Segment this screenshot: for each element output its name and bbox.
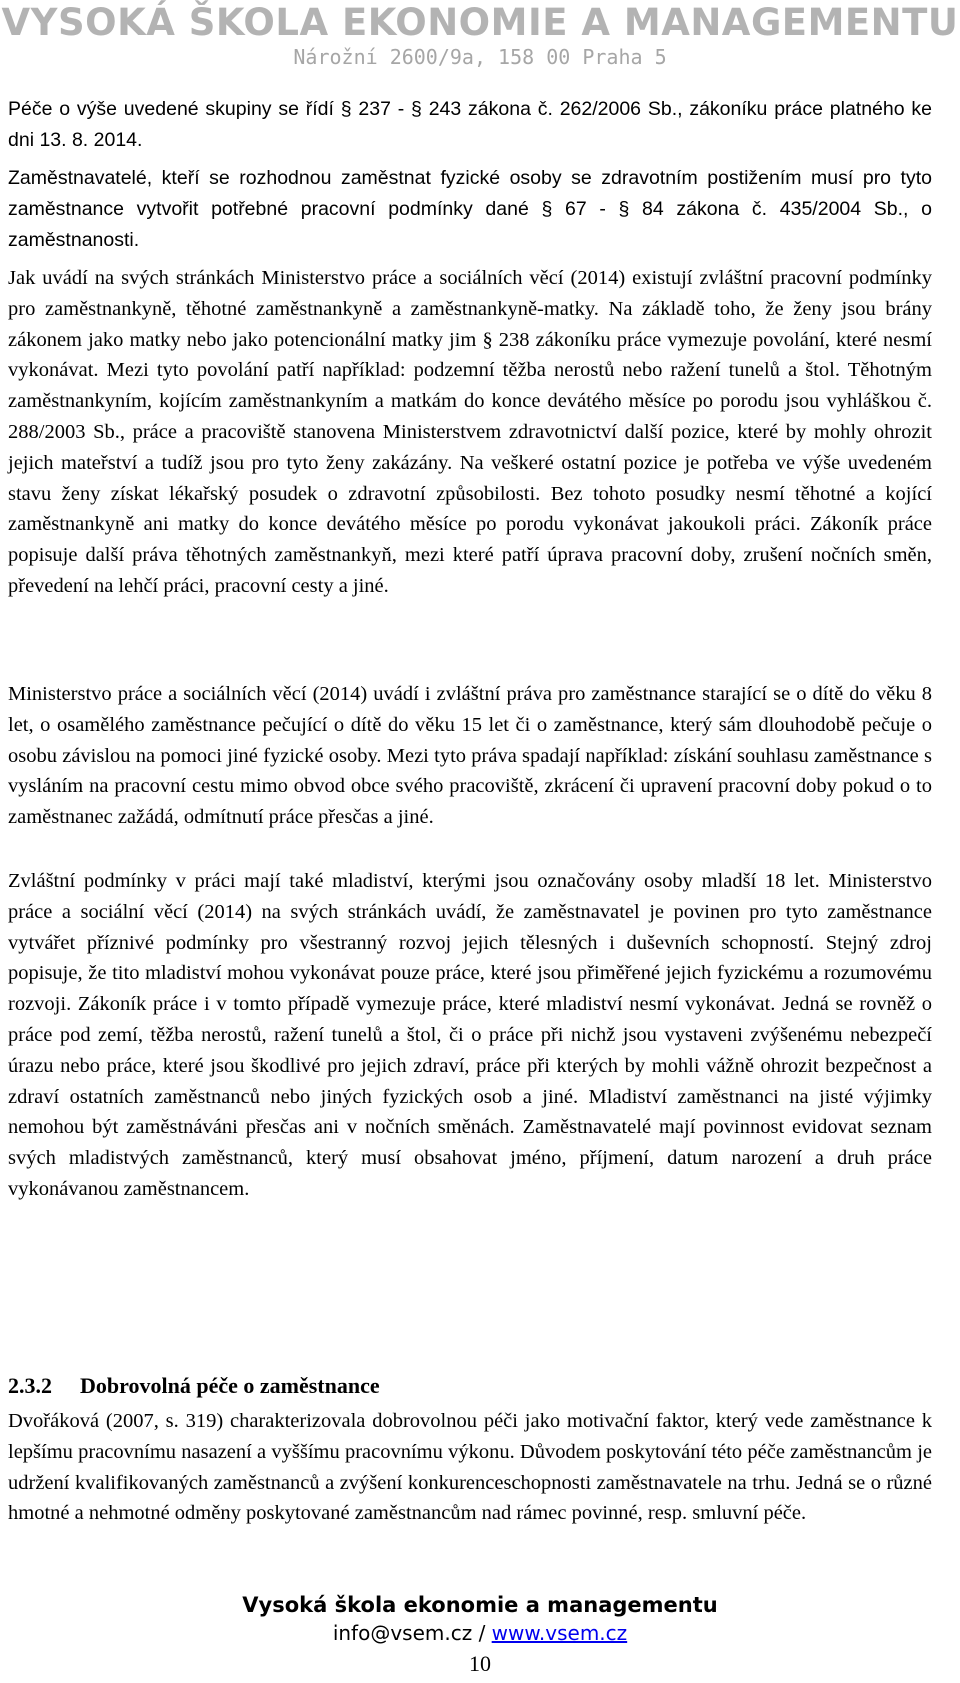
footer-contact: [0, 1620, 960, 1646]
paragraph-4: Ministerstvo práce a sociálních věcí (2014) uvádí i zvláštní práva pro zaměstnance starající se o dítě do věku 8 let, o osamělého zaměstnance pečující o dítě do věku 15 let či o zaměstnance, který sám dlouhodobě pečuje o osobu závislou na pomoci jiné fyzické osoby. Mezi tyto práva spadají například: získání souhlasu zaměstnance s vysláním na pracovní cestu mimo obvod obce svého pracoviště, zkrácení či upravení pracovní doby pokud o to zaměstnanec zažádá, odmítnutí práce přesčas a jiné.: [8, 683, 932, 829]
footer-email: info@vsem.cz: [332, 1621, 473, 1645]
section-heading: [8, 1371, 380, 1401]
footer-school-name: Vysoká škola ekonomie a managementu: [242, 1593, 718, 1617]
footer-website-link[interactable]: www.vsem.cz: [491, 1621, 628, 1645]
header-title: VYSOKÁ ŠKOLA EKONOMIE A MANAGEMENTU: [1, 1, 959, 44]
paragraph-3: Jak uvádí na svých stránkách Ministerstvo práce a sociálních věcí (2014) existují zvláštní pracovní podmínky pro zaměstnankyně, těhotné zaměstnankyně a zaměstnankyně-matky. Na základě toho, že ženy jsou brány zákonem jako matky nebo jako potencionální matky jim § 238 zákoníku práce vymezuje povolání, které nesmí vykonávat. Mezi tyto povolání patří například: podzemní těžba nerostů nebo ražení tunelů a štol. Těhotným zaměstnankyním, kojícím zaměstnankyním a matkám do konce devátého měsíce po porodu jsou vyhláškou č. 288/2003 Sb., práce a pracoviště stanovena Ministerstvem zdravotnictví další pozice, které by mohly ohrozit jejich mateřství a tudíž jsou pro tyto ženy zakázány. Na veškeré ostatní pozice je potřeba ve výše uvedeném stavu ženy získat lékařský posudek o zdravotní způsobilosti. Bez tohoto posudky nesmí těhotné a kojící zaměstnankyně ani matky do konce devátého měsíce po porodu vykonávat jakoukoli práci. Zákoník práce popisuje další práva těhotných zaměstnankyň, mezi které patří úprava pracovní doby, zrušení nočních směn, převedení na lehčí práci, pracovní cesty a jiné.: [8, 267, 932, 597]
page-number: 10: [469, 1651, 491, 1676]
paragraph-6: Dvořáková (2007, s. 319) charakterizovala dobrovolnou péči jako motivační faktor, který vede zaměstnance k lepšímu pracovnímu nasazení a vyššímu pracovnímu výkonu. Důvodem poskytování této péče zaměstnancům je udržení kvalifikovaných zaměstnanců a zvýšení konkurenceschopnosti zaměstnavatele na trhu. Jedná se o různé hmotné a nehmotné odměny poskytované zaměstnancům nad rámec povinné, resp. smluvní péče.: [8, 1410, 932, 1525]
paragraph-1: Péče o výše uvedené skupiny se řídí § 237 - § 243 zákona č. 262/2006 Sb., zákoníku práce platného ke dni 13. 8. 2014.: [8, 98, 932, 151]
section-title: Dobrovolná péče o zaměstnance: [80, 1373, 380, 1398]
paragraph-5: Zvláštní podmínky v práci mají také mladiství, kterými jsou označovány osoby mladší 18 let. Ministerstvo práce a sociální věcí (2014) na svých stránkách uvádí, že zaměstnavatel je povinen pro tyto zaměstnance vytvářet příznivé podmínky pro všestranný rozvoj jejich tělesných i duševních schopností. Stejný zdroj popisuje, že tito mladiství mohou vykonávat pouze práce, které jsou přiměřené jejich fyzickému a rozumovému rozvoji. Zákoník práce i v tomto případě vymezuje práce, které mladiství nesmí vykonávat. Jedná se rovněž o práce pod zemí, těžba nerostů, ražení tunelů a štol, či o práce při nichž jsou vystaveni zvýšenému nebezpečí úrazu nebo práce, které jsou škodlivé pro jejich zdraví, práce při kterých by mohli vážně ohrozit bezpečnost a zdraví ostatních zaměstnanců nebo jiných fyzických osob a jiné. Mladiství zaměstnanci na jisté výjimky nemohou být zaměstnáváni přesčas ani v nočních směnách. Zaměstnavatelé mají povinnost evidovat seznam svých mladistvých zaměstnanců, který musí obsahovat jméno, příjmení, datum narození a druh práce vykonávanou zaměstnancem.: [8, 870, 932, 1200]
section-number: 2.3.2: [8, 1373, 52, 1398]
paragraph-2: Zaměstnavatelé, kteří se rozhodnou zaměstnat fyzické osoby se zdravotním postižením musí pro tyto zaměstnance vytvořit potřebné pracovní podmínky dané § 67 - § 84 zákona č. 435/2004 Sb., o zaměstnanosti.: [8, 167, 932, 251]
header-address: Nárožní 2600/9a, 158 00 Praha 5: [293, 45, 667, 69]
footer-separator: /: [472, 1621, 492, 1645]
